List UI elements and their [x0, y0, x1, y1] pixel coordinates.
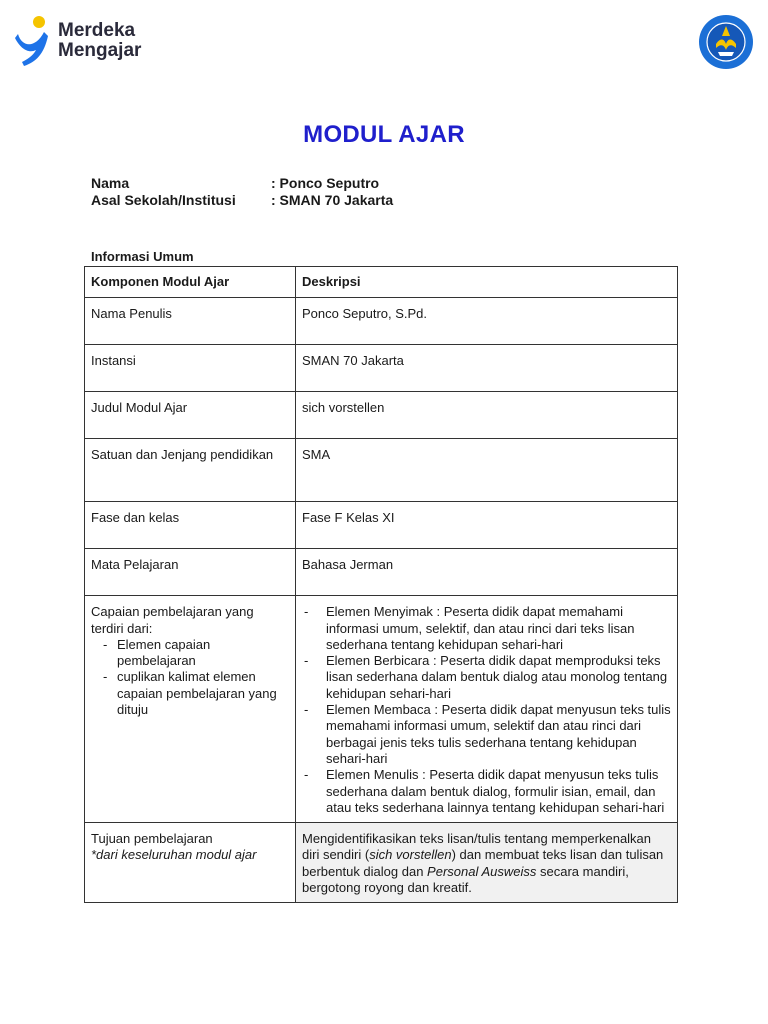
capaian-label: Capaian pembelajaran yang terdiri dari: [91, 604, 254, 636]
meta-row-asal-sekolah [91, 192, 393, 209]
meta-key: Nama [91, 175, 130, 191]
row-value: Bahasa Jerman [296, 549, 678, 596]
row-label: Satuan dan Jenjang pendidikan [85, 439, 296, 502]
tujuan-label: Tujuan pembelajaran [91, 831, 213, 847]
capaian-label-list [91, 637, 289, 718]
table-row [85, 502, 678, 549]
informasi-umum-table [84, 266, 678, 903]
table-row [85, 392, 678, 439]
table-row [85, 298, 678, 345]
column-header: Deskripsi [296, 267, 678, 298]
merdeka-mengajar-logo [14, 14, 141, 68]
merdeka-mengajar-logo-icon [14, 14, 52, 68]
capaian-elemen-list [302, 604, 671, 816]
brand-line-1: Merdeka [58, 20, 136, 41]
list-item: - cuplikan kalimat elemen capaian pembelajaran yang dituju [91, 669, 289, 718]
row-value: Fase F Kelas XI [296, 502, 678, 549]
table-row-tujuan [85, 823, 678, 903]
row-value: SMA [296, 439, 678, 502]
page-header [14, 14, 754, 74]
row-label: Mata Pelajaran [85, 549, 296, 596]
tujuan-note: *dari keseluruhan modul ajar [91, 847, 257, 863]
table-header-row [85, 267, 678, 298]
section-title: Informasi Umum [91, 249, 194, 264]
row-value: sich vorstellen [296, 392, 678, 439]
row-label: Instansi [85, 345, 296, 392]
row-label: Judul Modul Ajar [85, 392, 296, 439]
row-value: SMAN 70 Jakarta [296, 345, 678, 392]
meta-value: : Ponco Seputro [271, 175, 380, 191]
meta-value: : SMAN 70 Jakarta [271, 192, 394, 208]
table-row [85, 345, 678, 392]
meta-row-nama [91, 175, 393, 192]
brand-line-2: Mengajar [58, 40, 142, 61]
tut-wuri-handayani-emblem-icon [698, 14, 754, 75]
list-item: - Elemen Berbicara : Peserta didik dapat memproduksi teks lisan sederhana dalam bentuk dialog atau monolog tentang kehidupan sehari-hari [302, 653, 671, 702]
column-header: Komponen Modul Ajar [85, 267, 296, 298]
list-item: - Elemen capaian pembelajaran [91, 637, 289, 670]
row-value: Mengidentifikasikan teks lisan/tulis tentang memperkenalkan diri sendiri (sich vorstellen) dan membuat teks lisan dan tulisan berbentuk dialog dan Personal Ausweiss secara mandiri, bergotong royong dan kreatif. [296, 823, 678, 903]
list-item: - Elemen Membaca : Peserta didik dapat menyusun teks tulis memahami informasi umum, selektif dan atau rinci dari berbagai jenis teks tulis sederhana tentang kehidupan sehari-hari [302, 702, 671, 767]
row-label [85, 823, 296, 903]
list-item: - Elemen Menyimak : Peserta didik dapat memahami informasi umum, selektif, dan atau rinci dari teks lisan sederhana tentang kehidupan sehari-hari [302, 604, 671, 653]
row-label [85, 596, 296, 823]
row-value [296, 596, 678, 823]
page-title: MODUL AJAR [303, 121, 465, 148]
row-label: Nama Penulis [85, 298, 296, 345]
table-row-capaian [85, 596, 678, 823]
meta-key: Asal Sekolah/Institusi [91, 192, 236, 208]
identity-block [91, 175, 393, 209]
table-row [85, 439, 678, 502]
table-row [85, 549, 678, 596]
row-label: Fase dan kelas [85, 502, 296, 549]
list-item: - Elemen Menulis : Peserta didik dapat menyusun teks tulis sederhana dalam bentuk dialog, formulir isian, email, dan atau teks sederhana lainnya tentang kehidupan sehari-hari [302, 767, 671, 816]
row-value: Ponco Seputro, S.Pd. [296, 298, 678, 345]
